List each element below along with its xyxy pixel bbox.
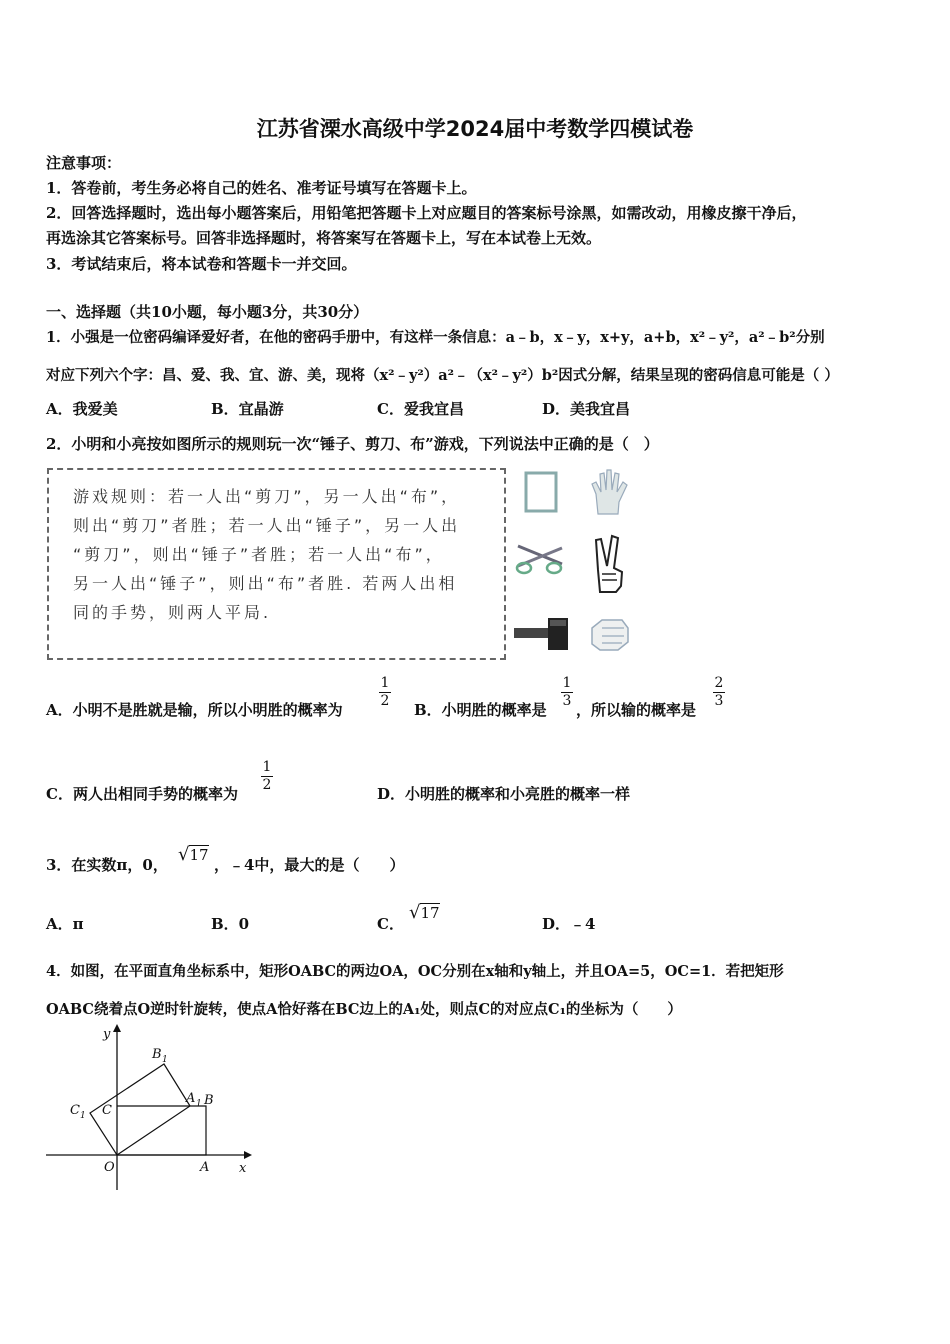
q1-option-a: A．我爱美: [46, 400, 118, 418]
x-label: x: [239, 1161, 247, 1176]
rule-line: 游戏规则：若一人出“剪刀”，另一人出“布”，: [73, 487, 461, 506]
q2-option-b-tail: ，所以输的概率是: [576, 701, 697, 719]
q3-option-c-sqrt: √17: [409, 902, 440, 923]
page-title: 江苏省溧水高级中学2024届中考数学四模试卷: [256, 117, 694, 141]
notice-item-2b: 再选涂其它答案标号。回答非选择题时，将答案写在答题卡上，写在本试卷上无效。: [46, 229, 602, 247]
notice-item-3: 3．考试结束后，将本试卷和答题卡一并交回。: [46, 255, 357, 273]
q1-line1: 1．小强是一位密码编译爱好者，在他的密码手册中，有这样一条信息：a﹣b，x﹣y，x+y，a+b，x²﹣y²，a²﹣b²分别: [46, 329, 825, 346]
q1-option-c: C．爱我宜昌: [377, 400, 464, 418]
fraction-numerator: 2: [714, 675, 724, 691]
fraction-denominator: 2: [262, 777, 272, 793]
rule-line: 另一人出“锤子”，则出“布”者胜. 若两人出相: [73, 574, 458, 593]
c1-subscript: 1: [80, 1111, 86, 1121]
rectangle-oabc: [117, 1106, 206, 1155]
b-label: B: [204, 1093, 214, 1108]
q2-option-c: C．两人出相同手势的概率为: [46, 785, 238, 803]
open-hand-icon: [588, 466, 632, 518]
a-label: A: [200, 1160, 210, 1175]
section-heading: 一、选择题（共10小题，每小题3分，共30分）: [46, 303, 369, 321]
q3-sqrt: √17: [178, 844, 209, 865]
notice-item-1: 1．答卷前，考生务必将自己的姓名、准考证号填写在答题卡上。: [46, 179, 477, 197]
sqrt-radicand: 17: [189, 846, 209, 864]
fraction-denominator: 3: [714, 693, 724, 709]
q4-line2: OABC绕着点O逆时针旋转，使点A恰好落在BC边上的A₁处，则点C的对应点C₁的坐标为（ ）: [46, 1001, 682, 1018]
a1-subscript: 1: [196, 1099, 202, 1109]
q2-option-b-fraction-2: [712, 675, 726, 710]
q3-stem-b: ，﹣4中，最大的是（ ）: [214, 856, 405, 874]
fraction-numerator: 1: [262, 759, 272, 775]
q1-option-b: B．宜晶游: [211, 400, 284, 418]
q2-option-a-fraction: [378, 675, 392, 710]
fist-icon: [588, 614, 632, 654]
rule-line: 则出“剪刀”者胜；若一人出“锤子”，另一人出: [73, 516, 461, 535]
y-label: y: [103, 1027, 111, 1042]
notice-item-2a: 2．回答选择题时，选出每小题答案后，用铅笔把答题卡上对应题目的答案标号涂黑，如需改动，用橡皮擦干净后，: [46, 204, 807, 222]
notice-heading: 注意事项：: [46, 154, 122, 172]
fraction-numerator: 1: [562, 675, 572, 691]
q1-option-d: D．美我宜昌: [542, 400, 631, 418]
q2-option-d: D．小明胜的概率和小亮胜的概率一样: [377, 785, 631, 803]
x-axis-arrow: [244, 1151, 252, 1159]
q3-option-b: B．0: [211, 915, 250, 933]
q4-line1: 4．如图，在平面直角坐标系中，矩形OABC的两边OA，OC分别在x轴和y轴上，并且OA=5，OC=1．若把矩形: [46, 963, 784, 980]
hammer-icon: [512, 614, 572, 654]
fraction-numerator: 1: [380, 675, 390, 691]
q1-line2: 对应下列六个字：昌、爱、我、宜、游、美，现将（x²﹣y²）a²﹣（x²﹣y²）b²因式分解，结果呈现的密码信息可能是（ ）: [46, 367, 839, 384]
q3-option-a: A．π: [46, 915, 84, 933]
q2-option-b: B．小明胜的概率是: [414, 701, 547, 719]
scissors-icon: [514, 534, 566, 578]
b1-subscript: 1: [162, 1055, 168, 1065]
q2-option-a: A．小明不是胜就是输，所以小明胜的概率为: [46, 701, 343, 719]
fraction-denominator: 2: [380, 693, 390, 709]
q3-stem-a: 3．在实数π，0，: [46, 856, 168, 874]
a1-label: A: [186, 1091, 196, 1106]
c-label: C: [102, 1103, 112, 1118]
rule-line: “剪刀”，则出“锤子”者胜；若一人出“布”，: [73, 545, 445, 564]
sqrt-radicand: 17: [420, 904, 440, 922]
q3-option-c: C．: [377, 915, 404, 933]
b1-label: B: [152, 1047, 162, 1062]
rule-line: 同的手势，则两人平局.: [73, 603, 272, 622]
victory-hand-icon: [590, 530, 630, 596]
q3-option-d: D．﹣4: [542, 915, 596, 933]
c1-label: C: [70, 1103, 80, 1118]
coordinate-diagram: [40, 1022, 260, 1194]
fraction-denominator: 3: [562, 693, 572, 709]
q2-option-c-fraction: [260, 759, 274, 794]
paper-sheet-icon: [522, 470, 560, 514]
q2-stem: 2．小明和小亮按如图所示的规则玩一次“锤子、剪刀、布”游戏，下列说法中正确的是（ ）: [46, 435, 659, 453]
y-axis-arrow: [113, 1024, 121, 1032]
q2-option-b-fraction: [560, 675, 574, 710]
o-label: O: [104, 1160, 115, 1175]
